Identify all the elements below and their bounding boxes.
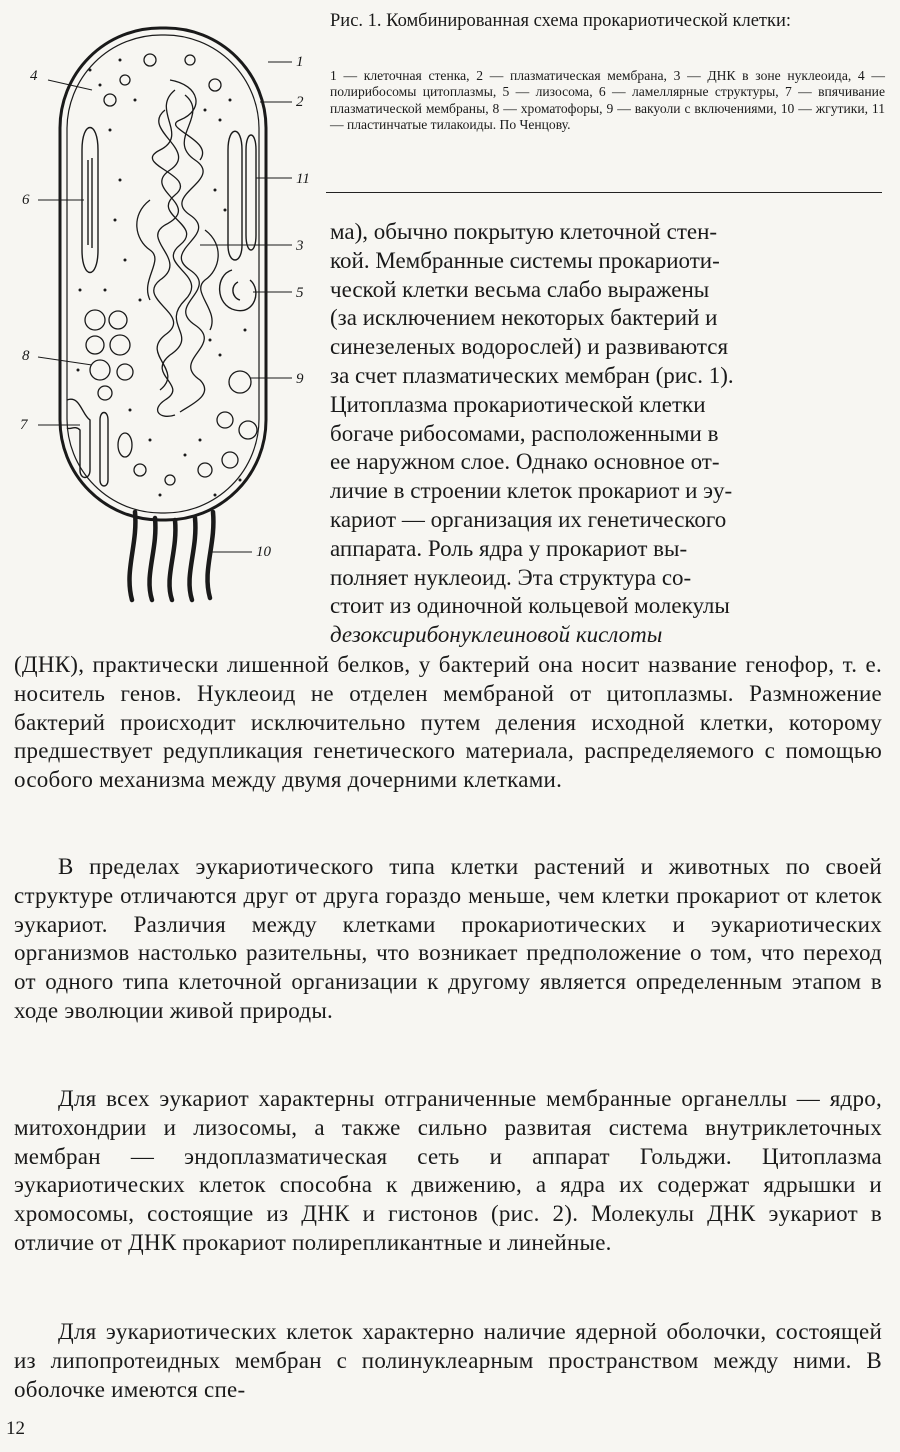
text-line: за счет плазматических мембран (рис. 1). <box>330 362 734 388</box>
label-8: 8 <box>22 348 30 364</box>
prokaryotic-cell-figure <box>0 0 326 605</box>
label-6: 6 <box>22 192 30 208</box>
figure-caption-legend: 1 — клеточная стенка, 2 — плазматическая мембрана, 3 — ДНК в зоне нуклеоида, 4 — полирибосомы цитоплазмы, 5 — лизосома, 6 — ламеллярные структуры, 7 — впячивание плазматической мембраны, 8 — хроматофоры, 9 — вакуоли с включениями, 10 — жгутики, 11 — пластинчатые тилакоиды. По Ченцову. <box>330 68 885 133</box>
text-line: стоит из одиночной кольцевой молекулы <box>330 593 730 619</box>
text-line: полняет нуклеоид. Эта структура со- <box>330 564 692 590</box>
label-7: 7 <box>20 417 28 433</box>
text-line: кариот — организация их генетического <box>330 506 727 532</box>
lamellar-structures <box>82 128 98 273</box>
text-line: дезоксирибонуклеиновой кислоты <box>330 622 663 648</box>
text-line: богаче рибосомами, расположенными в <box>330 420 719 446</box>
figure-caption-title: Рис. 1. Комбинированная схема прокариотической клетки: <box>330 11 792 31</box>
text-line: ческой клетки весьма слабо выражены <box>330 276 710 302</box>
paragraph-3: Для всех эукариот характерны отграниченные мембранные органеллы — ядро, митохондрии и лизосомы, а также сильно развитая система внутриклеточных мембран — эндоплазматическая сеть и аппарат Гольджи. Цитоплазма эукариотических клеток способна к движению, а ядра их содержат ядрышки и хромосомы, состоящие из ДНК и гистонов (рис. 2). Молекулы ДНК эукариот в отличие от ДНК прокариот полирепликантные и линейные. <box>14 1086 882 1255</box>
text-line: (за исключением некоторых бактерий и <box>330 305 718 331</box>
lysosome <box>220 270 256 311</box>
text-line: ее наружном слое. Однако основное от- <box>330 449 720 475</box>
label-4: 4 <box>30 68 38 84</box>
paragraph-1-column <box>330 218 882 650</box>
label-5: 5 <box>296 285 304 301</box>
label-2: 2 <box>296 94 304 110</box>
text-line: личие в строении клеток прокариот и эу- <box>330 478 733 504</box>
page-number: 12 <box>6 1418 25 1439</box>
text-line: синезеленых водорослей) и развиваются <box>330 334 729 360</box>
label-9: 9 <box>296 371 304 387</box>
cell-wall <box>60 28 266 520</box>
paragraph-1-continued: (ДНК), практически лишенной белков, у бактерий она носит название генофор, т. е. носитель генов. Нуклеоид не отделен мембраной от цитоплазмы. Размножение бактерий происходит исключительно путем деления исходной клетки, которому предшествует редупликация генетического материала, распределяемого с помощью особого механизма между двумя дочерними клетками. <box>14 652 882 793</box>
label-10: 10 <box>256 544 271 560</box>
label-1: 1 <box>296 54 304 70</box>
text-line: кой. Мембранные системы прокариоти- <box>330 247 720 273</box>
plasma-membrane <box>67 35 259 513</box>
nucleoid-dna <box>137 80 218 416</box>
label-3: 3 <box>296 238 304 254</box>
paragraph-2: В пределах эукариотического типа клетки растений и животных по своей структуре отличаются друг от друга гораздо меньше, чем клетки прокариот от клеток эукариот. Различия между клетками прокариотических и эукариотических организмов настолько разительны, что возникает предположение о том, что переход от одного типа клеточной организации к другому является определенным этапом в ходе эволюции живой природы. <box>14 854 882 1023</box>
thylakoids <box>228 131 256 260</box>
membrane-invagination <box>67 399 108 486</box>
text-line: аппарата. Роль ядра у прокариот вы- <box>330 535 688 561</box>
text-line: Цитоплазма прокариотической клетки <box>330 391 706 417</box>
text-line: ма), обычно покрытую клеточной стен- <box>330 219 718 244</box>
vacuoles <box>104 54 257 485</box>
caption-divider <box>326 192 882 193</box>
paragraph-4: Для эукариотических клеток характерно наличие ядерной оболочки, состоящей из липопротеидных мембран с полинуклеарным пространством между ними. В оболочке имеются спе- <box>14 1319 882 1402</box>
polyribosomes <box>77 59 247 497</box>
label-11: 11 <box>296 171 310 187</box>
chromatophores <box>85 310 133 400</box>
flagella <box>129 512 213 600</box>
